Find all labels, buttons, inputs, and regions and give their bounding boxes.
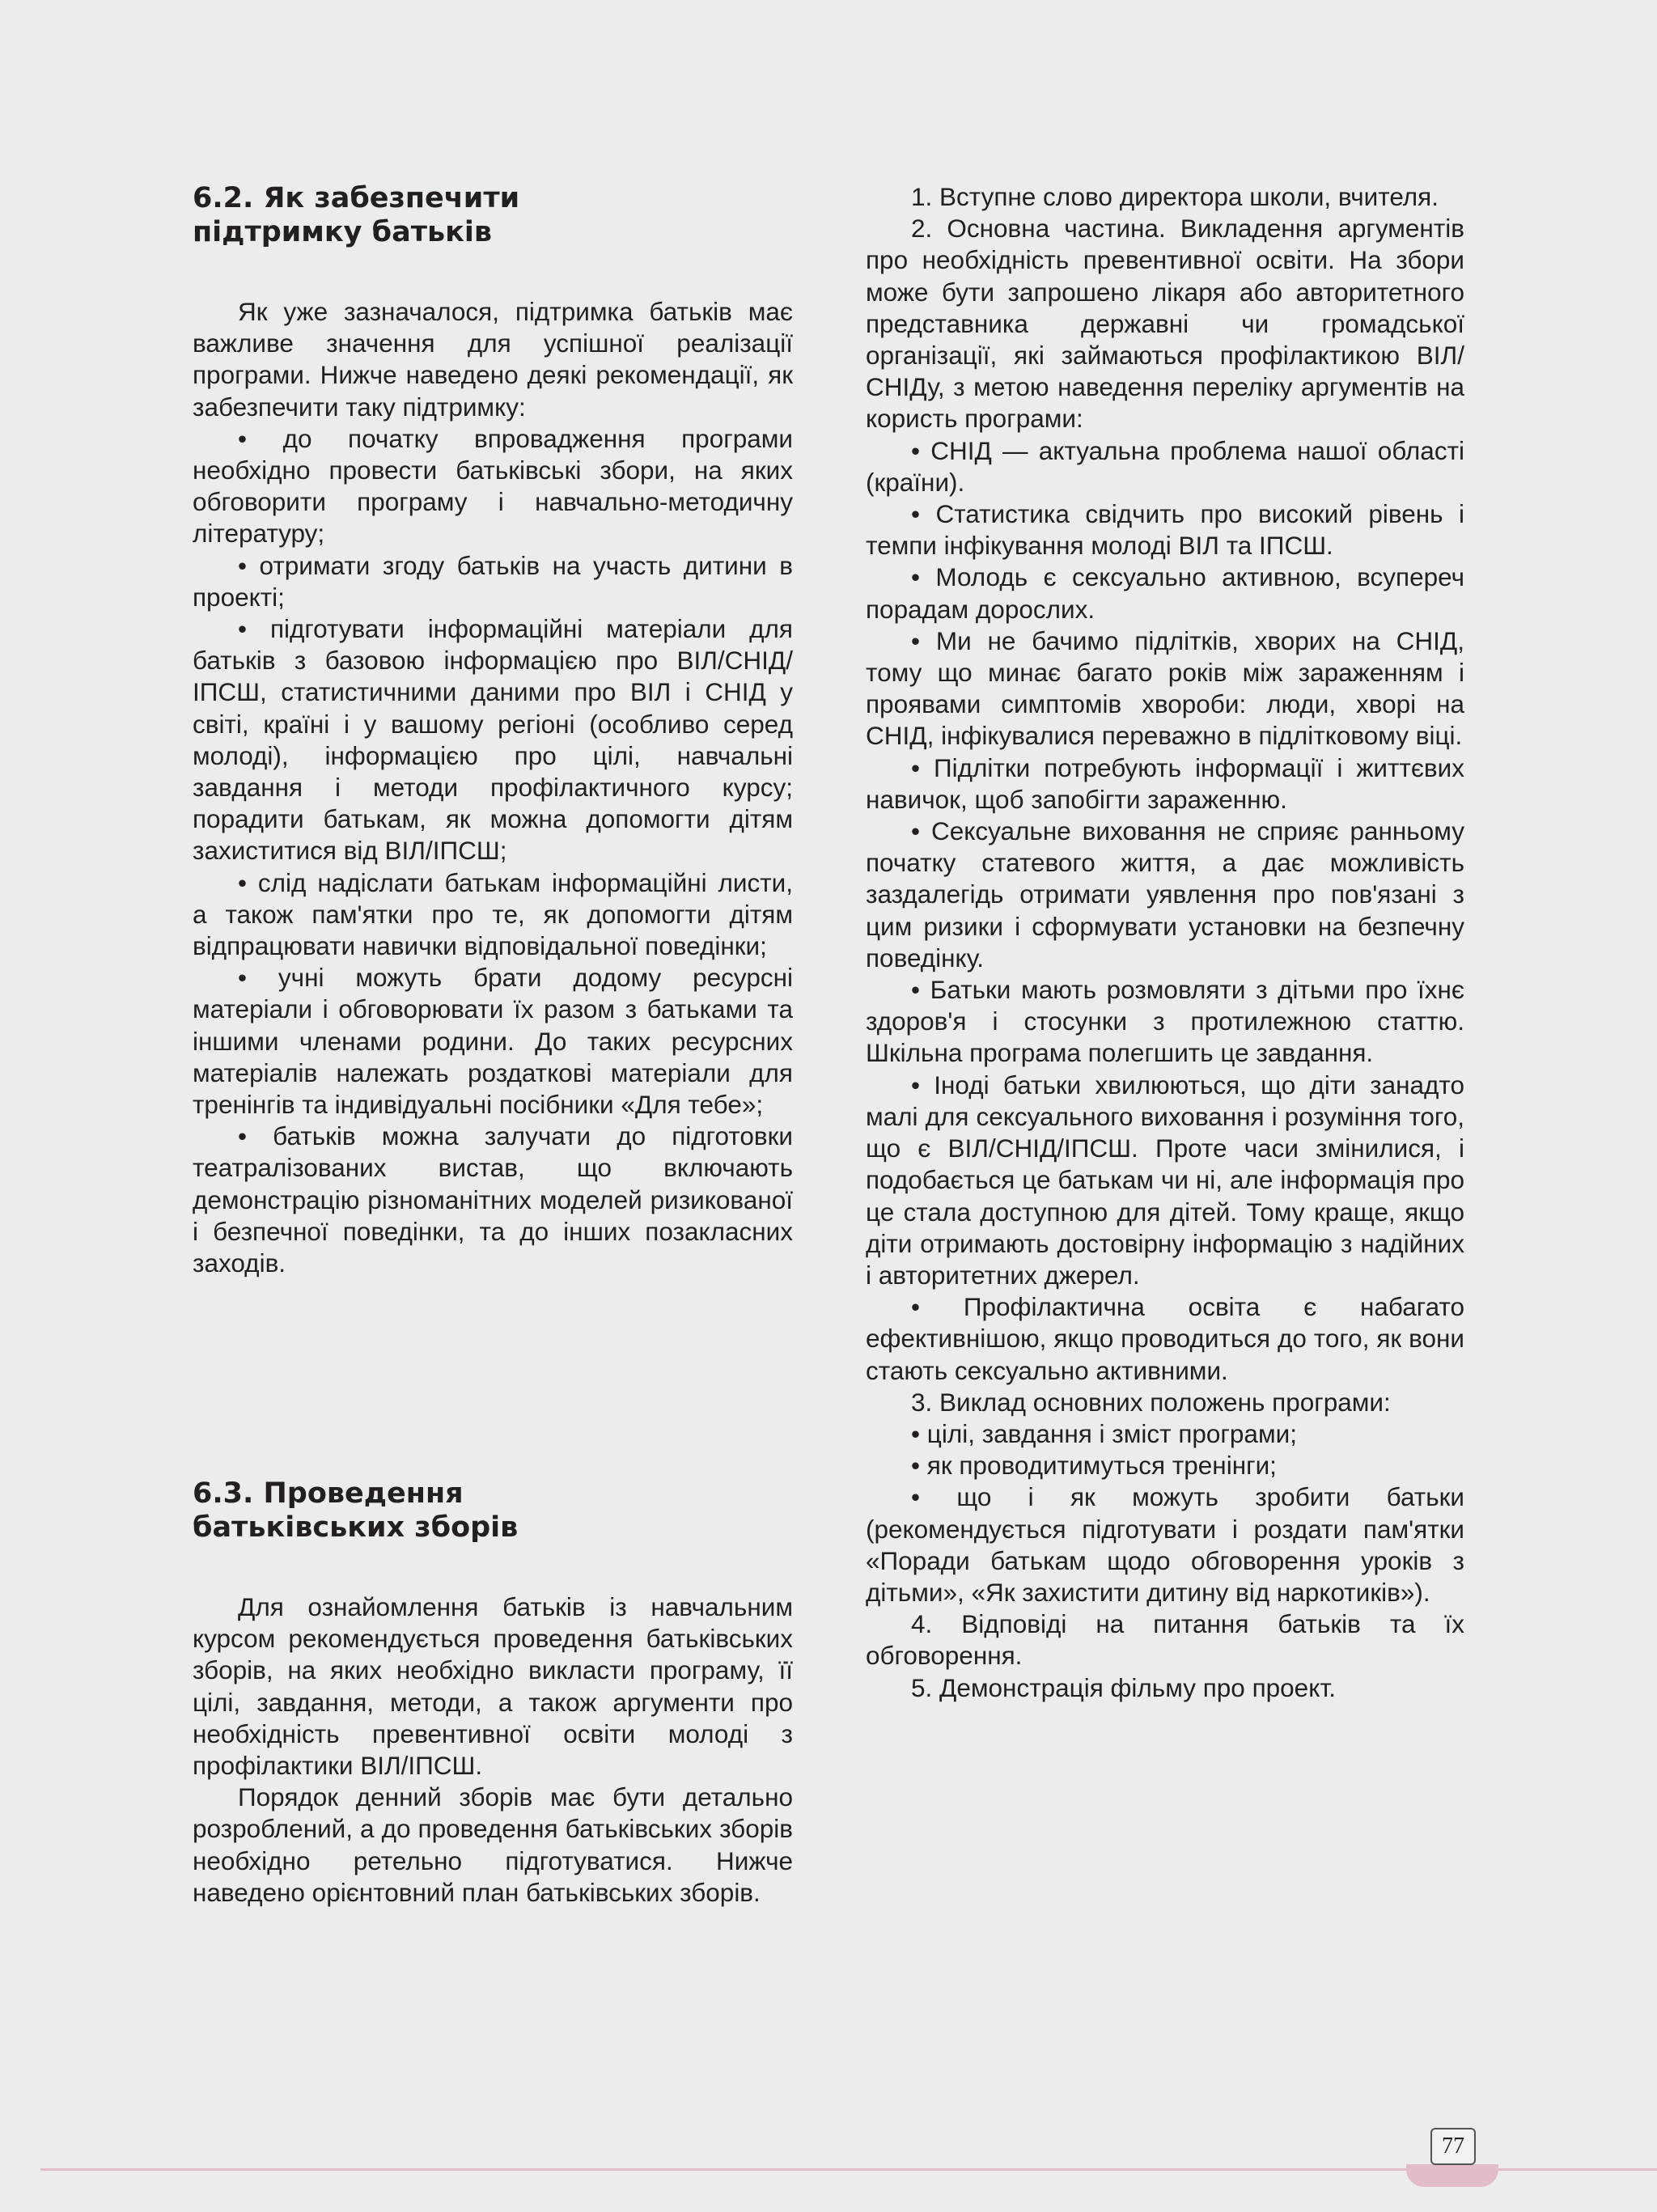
bullet-item: • батьків можна залучати до підготовки театралізованих вистав, що включають демонстрацію різноманітних моделей ризикованої і безпечної поведінки, та до інших позакласних заходів. — [193, 1121, 793, 1278]
argument-item: • Іноді батьки хвилюються, що діти занадто малі для сексуального виховання і розуміння того, що є ВІЛ/СНІД/ІПСШ. Проте часи змінилися, і подобається це батькам чи ні, але інформація про це стала доступною для дітей. Тому краще, якщо діти отримають достовірну інформацію з надійних і авторитетних джерел. — [866, 1070, 1464, 1290]
argument-item: • Підлітки потребують інформації і життєвих навичок, щоб запобігти зараженню. — [866, 752, 1464, 814]
program-item: • цілі, завдання і зміст програми; — [911, 1418, 1297, 1448]
section-title-line-1: 6.2. Як забезпечити — [193, 182, 520, 214]
argument-item: • Профілактична освіта є набагато ефективнішою, якщо проводиться до того, як вони стають сексуально активними. — [866, 1292, 1464, 1385]
footer-rule — [40, 2168, 1430, 2171]
plan-item: 1. Вступне слово директора школи, вчителя. — [911, 182, 1439, 211]
intro-paragraph: Як уже зазначалося, підтримка батьків має важливе значення для успішної реалізації програми. Нижче наведено деякі рекомендації, як забезпечити таку підтримку: — [193, 297, 793, 422]
section-support-of-parents — [193, 181, 793, 1279]
section-title-line-2: підтримку батьків — [193, 216, 493, 248]
body-paragraph: Порядок денний зборів має бути детально розроблений, а до проведення батьківських зборів необхідно ретельно підготуватися. Нижче наведено орієнтовний план батьківських зборів. — [193, 1782, 793, 1907]
bullet-item: • учні можуть брати додому ресурсні матеріали і обговорювати їх разом з батьками та іншими членами родини. До таких ресурсних матеріалів належать роздаткові матеріали для тренінгів та індивідуальні посібники «Для тебе»; — [193, 963, 793, 1120]
bullet-item: • до початку впровадження програми необхідно провести батьківські збори, на яких обговорити програму і навчально-методичну літературу; — [193, 423, 793, 549]
plan-item: 5. Демонстрація фільму про проект. — [911, 1672, 1337, 1702]
section-parent-meeting — [193, 1477, 793, 1909]
argument-item: • Сексуальне виховання не сприяє ранньому початку статевого життя, а дає можливість заздалегідь отримати уявлення про пов'язані з цим ризики і сформувати установки на безпечну поведінку. — [866, 816, 1464, 973]
argument-item: • Ми не бачимо підлітків, хворих на СНІД, тому що минає багато років між зараженням і проявами симптомів хвороби: люди, хворі на СНІД, інфікувалися переважно в підлітковому віці. — [866, 625, 1464, 751]
meeting-plan-column — [866, 181, 1464, 1704]
argument-item: • СНІД — актуальна проблема нашої області (країни). — [866, 435, 1464, 497]
section-title-line-1: 6.3. Проведення — [193, 1477, 464, 1510]
page-number: 77 — [1430, 2128, 1476, 2165]
argument-item: • Батьки мають розмовляти з дітьми про їхнє здоров'я і стосунки з протилежною статтю. Шкільна програма полегшить це завдання. — [866, 975, 1464, 1068]
program-item: • що і як можуть зробити батьки (рекомендується підготувати і роздати пам'ятки «Поради батькам щодо обговорення уроків з дітьми», «Як захистити дитину від наркотиків»). — [866, 1482, 1464, 1607]
bullet-item: • підготувати інформаційні матеріали для батьків з базовою інформацією про ВІЛ/СНІД/ІПСШ, статистичними даними про ВІЛ і СНІД у світі, країні і у вашому регіоні (особливо серед молоді), інформацією про цілі, навчальні завдання і методи профілактичного курсу; порадити батькам, як можна допомогти дітям захиститися від ВІЛ/ІПСШ; — [193, 614, 793, 866]
bullet-item: • отримати згоду батьків на участь дитини в проекті; — [193, 550, 793, 612]
section-title-line-2: батьківських зборів — [193, 1511, 519, 1544]
argument-item: • Статистика свідчить про високий рівень і темпи інфікування молоді ВІЛ та ІПСШ. — [866, 499, 1464, 561]
bullet-item: • слід надіслати батькам інформаційні листи, а також пам'ятки про те, як допомогти дітям відпрацювати навички відповідальної поведінки; — [193, 867, 793, 961]
page-number-tab — [1406, 2164, 1498, 2187]
argument-item: • Молодь є сексуально активною, всупереч порадам дорослих. — [866, 562, 1464, 624]
plan-item: 2. Основна частина. Викладення аргументів про необхідність превентивної освіти. На збори може бути запрошено лікаря або авторитетного представника державні чи громадської організації, які займаються профілактикою ВІЛ/СНІДу, з метою наведення переліку аргументів на користь програми: — [866, 214, 1464, 434]
program-item: • як проводитимуться тренінги; — [911, 1451, 1277, 1481]
section-title — [193, 181, 793, 249]
body-paragraph: Для ознайомлення батьків із навчальним курсом рекомендується проведення батьківських зборів, на яких необхідно викласти програму, її цілі, завдання, методи, а також аргументи про необхідність превентивної освіти молоді з профілактики ВІЛ/ІПСШ. — [193, 1592, 793, 1781]
footer-rule-right — [1497, 2168, 1657, 2171]
section-title — [193, 1477, 793, 1545]
plan-item: 3. Виклад основних положень програми: — [911, 1387, 1391, 1417]
plan-item: 4. Відповіді на питання батьків та їх обговорення. — [866, 1609, 1464, 1671]
